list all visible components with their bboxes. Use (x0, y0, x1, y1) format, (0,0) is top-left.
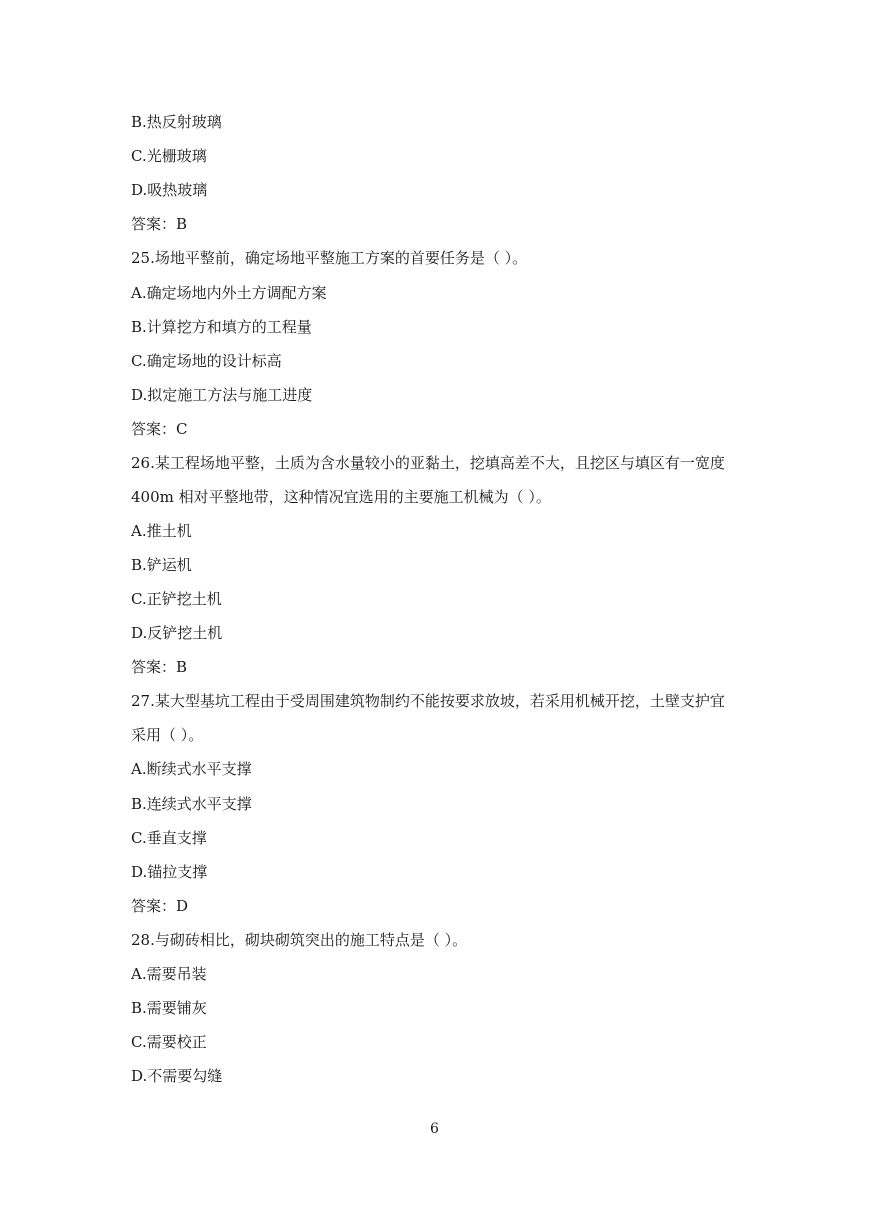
option-b-text: B.计算挖方和填方的工程量 (131, 318, 312, 336)
option-d-text: D.吸热玻璃 (131, 181, 208, 199)
option-d-text: D.锚拉支撑 (131, 863, 208, 881)
question-26-line-2: 400m 相对平整地带，这种情况宜选用的主要施工机械为（ ）。 (131, 488, 551, 506)
option-b-text: B.连续式水平支撑 (131, 795, 252, 813)
question-27-line-2: 采用（ ）。 (131, 726, 204, 744)
answer-text: 答案：B (131, 215, 188, 233)
option-a-text: A.断续式水平支撑 (131, 760, 252, 778)
option-c-text: C.正铲挖土机 (131, 590, 222, 608)
option-a-text: A.需要吊装 (131, 965, 207, 983)
option-d-text: D.反铲挖土机 (131, 624, 223, 642)
option-b-text: B.热反射玻璃 (131, 113, 222, 131)
answer-text: 答案：C (131, 420, 188, 438)
question-28: 28.与砌砖相比，砌块砌筑突出的施工特点是（ ）。 (131, 931, 468, 949)
option-a-text: A.确定场地内外土方调配方案 (131, 284, 327, 302)
option-c-text: C.光栅玻璃 (131, 147, 207, 165)
question-26-line-1: 26.某工程场地平整，土质为含水量较小的亚黏土，挖填高差不大，且挖区与填区有一宽度 (131, 454, 725, 472)
option-b-text: B.需要铺灰 (131, 999, 207, 1017)
option-d-text: D.拟定施工方法与施工进度 (131, 386, 313, 404)
option-a-text: A.推土机 (131, 522, 192, 540)
option-b-text: B.铲运机 (131, 556, 192, 574)
option-c-text: C.垂直支撑 (131, 829, 207, 847)
question-27-line-1: 27.某大型基坑工程由于受周围建筑物制约不能按要求放坡，若采用机械开挖，土壁支护宜 (131, 692, 725, 710)
question-25: 25.场地平整前，确定场地平整施工方案的首要任务是（ ）。 (131, 249, 528, 267)
answer-text: 答案：B (131, 658, 188, 676)
option-c-text: C.需要校正 (131, 1033, 207, 1051)
option-c-text: C.确定场地的设计标高 (131, 352, 282, 370)
option-d-text: D.不需要勾缝 (131, 1067, 223, 1085)
page-number: 6 (430, 1121, 439, 1137)
answer-text: 答案：D (131, 897, 189, 915)
